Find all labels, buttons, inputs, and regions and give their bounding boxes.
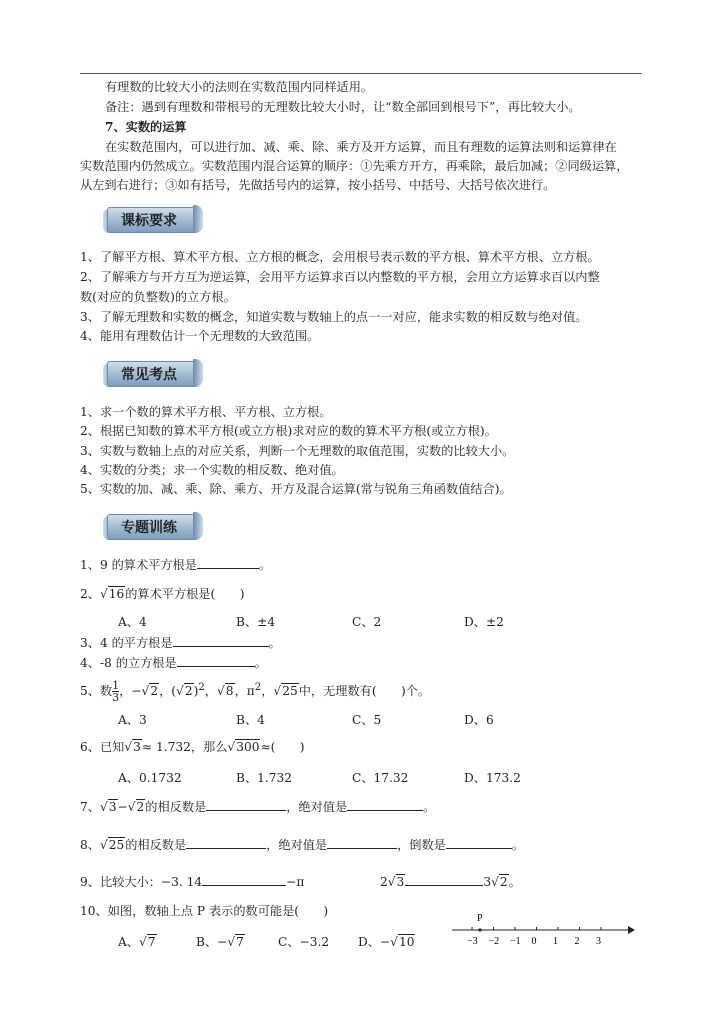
point-item-3: 3、实数与数轴上点的对应关系，判断一个无理数的取值范围，实数的比较大小。 [80, 444, 515, 458]
q2-option-a[interactable]: A、4 [118, 615, 147, 629]
q6-option-b[interactable]: B、1.732 [236, 771, 293, 785]
q10-option-b[interactable]: B、−√7 [196, 935, 244, 949]
q2-option-c[interactable]: C、2 [352, 615, 382, 629]
q5-option-c[interactable]: C、5 [352, 713, 382, 727]
sqrt-icon: √16 [99, 587, 125, 601]
q5-option-d[interactable]: D、6 [464, 713, 494, 727]
para-7-line-1: 在实数范围内，可以进行加、减、乘、除、乘方及开方运算，而且有理数的运算法则和运算律在 [105, 140, 617, 154]
sqrt-icon: √7 [139, 935, 156, 949]
number-line [450, 910, 635, 950]
axis-tick-label: −2 [488, 936, 500, 947]
q8-blank-reciprocal[interactable] [446, 836, 512, 849]
q1-blank[interactable] [197, 556, 259, 569]
q5-option-a[interactable]: A、3 [118, 713, 147, 727]
q1-text: 1、9 的算术平方根是 [80, 558, 197, 572]
q6-option-c[interactable]: C、17.32 [352, 771, 409, 785]
q10-option-d[interactable]: D、−√10 [358, 935, 415, 949]
heading-7: 7、实数的运算 [105, 120, 187, 134]
q7-blank-abs[interactable] [347, 798, 423, 811]
question-5: 5、数 $\frac{1}{3}$ ，−√2，$(√2)^2$，√8，$\pi^2$，√25中，无理数有( )个。 [80, 679, 431, 704]
req-item-4: 4、能用有理数估计一个无理数的大致范围。 [80, 329, 320, 343]
sqrt-icon: √25 [99, 838, 125, 852]
axis-tick-label: −1 [510, 936, 521, 947]
header-rule [80, 73, 642, 74]
banner-points [103, 359, 203, 389]
q6-option-a[interactable]: A、0.1732 [118, 771, 182, 785]
sqrt-icon: √8 [217, 684, 234, 698]
req-item-2-cont: 数(对应的负整数)的立方根。 [80, 290, 236, 304]
question-2: 2、√16的算术平方根是( ) [80, 587, 245, 601]
q9-blank-1[interactable] [202, 873, 286, 886]
sqrt-icon: √300 [227, 740, 260, 754]
axis-tick-label: 0 [531, 936, 537, 947]
req-item-2: 2、了解乘方与开方互为逆运算，会用平方运算求百以内整数的平方根，会用立方运算求百以内整 [80, 270, 600, 284]
question-6: 6、已知√3≈ 1.732，那么√300≈( ) [80, 740, 305, 754]
question-7: 7、√3−√2的相反数是 ，绝对值是 。 [80, 800, 436, 814]
q2-option-d[interactable]: D、±2 [464, 615, 504, 629]
point-p [478, 928, 481, 931]
para-7-line-3: 从左到右进行；③如有括号，先做括号内的运算，按小括号、中括号、大括号依次进行。 [80, 178, 556, 192]
q5-option-b[interactable]: B、4 [236, 713, 265, 727]
q7-blank-opposite[interactable] [206, 798, 286, 811]
banner-requirements [103, 205, 203, 235]
q6-option-d[interactable]: D、173.2 [464, 771, 521, 785]
question-9-part-2: 2√3 3√2。 [380, 875, 521, 889]
q8-blank-opposite[interactable] [186, 836, 266, 849]
point-p-label: P [477, 913, 483, 924]
question-10: 10、如图，数轴上点 P 表示的数可能是( ) [80, 904, 329, 918]
para-7-line-2: 实数范围内仍然成立。实数范围内混合运算的顺序：①先乘方开方，再乘除，最后加减；②同级运算， [80, 159, 629, 173]
axis-tick-label: 2 [574, 936, 580, 947]
sqrt-icon: √7 [227, 935, 244, 949]
arrow-icon [628, 926, 635, 934]
req-item-3: 3、了解无理数和实数的概念，知道实数与数轴上的点一一对应，能求实数的相反数与绝对值。 [80, 310, 588, 324]
sqrt-icon: √2 [491, 875, 508, 889]
sqrt-icon: √3 [124, 740, 141, 754]
intro-line-1: 有理数的比较大小的法则在实数范围内同样适用。 [105, 80, 374, 94]
question-9: 9、比较大小：−3. 14 −π [80, 875, 305, 889]
intro-line-2: 备注：遇到有理数和带根号的无理数比较大小时，让“数全部回到根号下”，再比较大小。 [105, 100, 581, 114]
q8-blank-abs[interactable] [327, 836, 397, 849]
sqrt-icon: √3 [387, 875, 405, 889]
question-3: 3、4 的平方根是 。 [80, 636, 281, 650]
sqrt-icon: √10 [390, 935, 415, 949]
question-1: 1、9 的算术平方根是 。 [80, 558, 272, 572]
banner-training [103, 512, 203, 542]
sqrt-icon: √2 [176, 684, 193, 698]
banner-points-label: 常见考点 [121, 367, 177, 383]
banner-training-label: 专题训练 [121, 520, 177, 536]
sqrt-icon: √2 [127, 800, 145, 814]
point-item-4: 4、实数的分类；求一个实数的相反数、绝对值。 [80, 463, 344, 477]
fraction-one-third: $\frac{1}{3}$ [112, 679, 120, 704]
q9-blank-2[interactable] [405, 873, 483, 886]
sqrt-icon: √25 [273, 684, 298, 698]
axis-tick-label: 3 [596, 936, 601, 947]
point-item-5: 5、实数的加、减、乘、除、乘方、开方及混合运算(常与锐角三角函数值结合)。 [80, 482, 512, 496]
q2-option-b[interactable]: B、±4 [236, 615, 276, 629]
q3-blank[interactable] [173, 634, 269, 647]
axis-tick-label: −3 [467, 936, 478, 947]
sqrt-icon: √3 [99, 800, 117, 814]
banner-requirements-label: 课标要求 [121, 213, 177, 229]
question-8: 8、√25的相反数是 ，绝对值是 ，倒数是 。 [80, 838, 525, 852]
q4-blank[interactable] [177, 654, 255, 667]
q10-option-c[interactable]: C、−3.2 [278, 935, 330, 949]
point-item-1: 1、求一个数的算术平方根、平方根、立方根。 [80, 405, 332, 419]
sqrt-icon: √2 [141, 684, 159, 698]
q10-option-a[interactable]: A、√7 [118, 935, 156, 949]
req-item-1: 1、了解平方根、算术平方根、立方根的概念，会用根号表示数的平方根、算术平方根、立方根。 [80, 250, 600, 264]
axis-tick-label: 1 [553, 936, 558, 947]
point-item-2: 2、根据已知数的算术平方根(或立方根)求对应的数的算术平方根(或立方根)。 [80, 424, 497, 438]
question-4: 4、-8 的立方根是 。 [80, 656, 267, 670]
